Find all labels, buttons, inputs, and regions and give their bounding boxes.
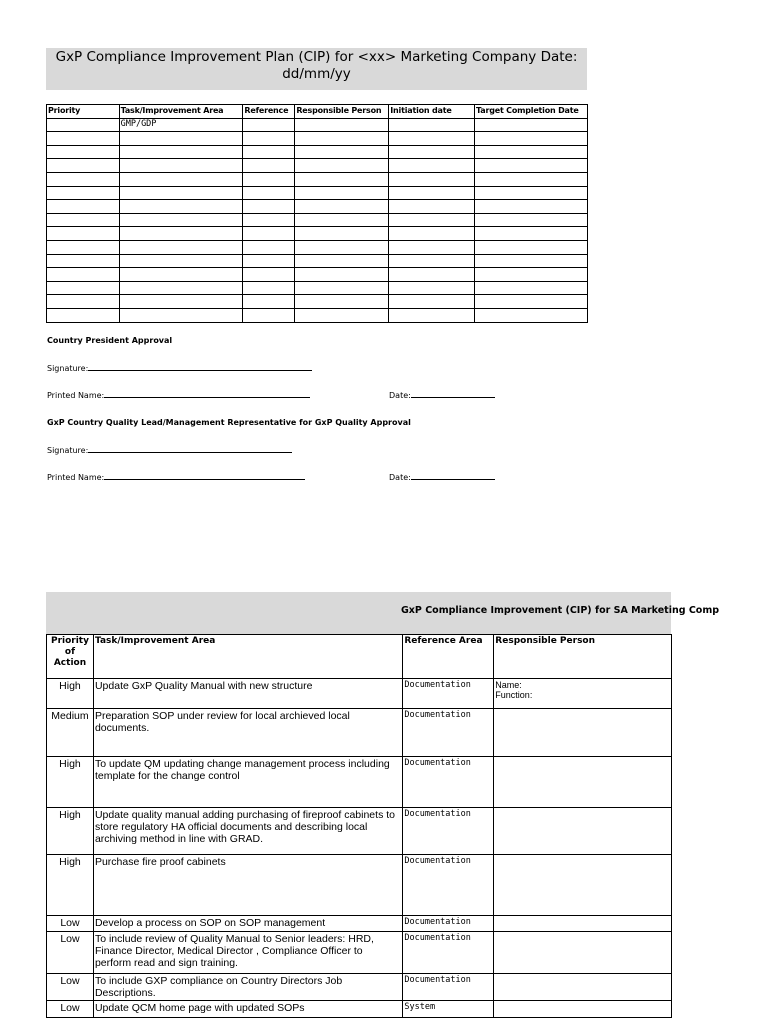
plan-header-cell: Task/Improvement Area	[119, 105, 243, 119]
plan-cell[interactable]	[243, 308, 295, 322]
plan-cell[interactable]	[389, 145, 475, 159]
plan-cell[interactable]	[389, 308, 475, 322]
plan-cell[interactable]	[243, 254, 295, 268]
responsible-cell[interactable]	[494, 932, 672, 974]
plan-cell[interactable]	[475, 254, 588, 268]
plan-cell[interactable]	[119, 213, 243, 227]
responsible-cell[interactable]: Name: Function:	[494, 679, 672, 709]
plan-row	[47, 308, 588, 322]
plan-table	[46, 104, 588, 323]
plan-cell[interactable]	[389, 281, 475, 295]
president-name-row	[47, 390, 310, 400]
reference-cell[interactable]: System	[403, 1001, 494, 1018]
title-line-1: GxP Compliance Improvement Plan (CIP) for <xx> Marketing Company Date:	[55, 49, 578, 65]
printed-name-label: Printed Name:	[47, 391, 105, 400]
plan-cell[interactable]	[389, 200, 475, 214]
priority-cell[interactable]: High	[47, 855, 94, 916]
task-cell[interactable]: To include GXP compliance on Country Directors Job Descriptions.	[93, 974, 402, 1001]
plan-cell[interactable]	[243, 200, 295, 214]
plan-cell[interactable]	[119, 308, 243, 322]
plan-cell[interactable]	[119, 240, 243, 254]
plan-cell[interactable]	[243, 281, 295, 295]
plan-cell[interactable]	[389, 268, 475, 282]
task-cell[interactable]: Develop a process on SOP on SOP management	[93, 916, 402, 932]
president-signature-row	[47, 363, 312, 373]
signature-line[interactable]	[88, 445, 292, 453]
action-row	[47, 808, 672, 855]
plan-cell[interactable]	[475, 172, 588, 186]
task-cell[interactable]: Update quality manual adding purchasing of fireproof cabinets to store regulatory HA official documents and describing local archiving method in line with GRAD.	[93, 808, 402, 855]
action-row	[47, 916, 672, 932]
plan-cell[interactable]	[47, 159, 120, 173]
actions-header-cell: Responsible Person	[494, 635, 672, 679]
plan-header-row	[47, 105, 588, 119]
action-row	[47, 974, 672, 1001]
plan-cell[interactable]	[475, 281, 588, 295]
plan-cell[interactable]	[47, 132, 120, 146]
quality-signature-row	[47, 445, 292, 455]
plan-cell[interactable]	[295, 159, 389, 173]
plan-cell[interactable]	[295, 200, 389, 214]
printed-name-label: Printed Name:	[47, 473, 105, 482]
responsible-cell[interactable]	[494, 916, 672, 932]
plan-cell[interactable]	[47, 186, 120, 200]
plan-cell[interactable]	[295, 281, 389, 295]
plan-cell[interactable]	[47, 254, 120, 268]
plan-header-cell: Initiation date	[389, 105, 475, 119]
actions-header-cell: Task/Improvement Area	[93, 635, 402, 679]
plan-cell[interactable]	[475, 145, 588, 159]
plan-cell[interactable]	[295, 213, 389, 227]
priority-cell[interactable]: Low	[47, 974, 94, 1001]
plan-cell[interactable]	[47, 281, 120, 295]
plan-row	[47, 268, 588, 282]
plan-cell[interactable]	[295, 118, 389, 132]
plan-cell[interactable]	[389, 295, 475, 309]
plan-cell[interactable]	[47, 200, 120, 214]
date-line[interactable]	[411, 472, 495, 480]
date-label: Date:	[389, 473, 411, 482]
plan-cell[interactable]	[475, 213, 588, 227]
responsible-cell[interactable]	[494, 974, 672, 1001]
plan-header-cell: Priority	[47, 105, 120, 119]
date-line[interactable]	[411, 390, 495, 398]
plan-cell[interactable]	[295, 295, 389, 309]
president-date-row	[389, 390, 495, 400]
plan-cell[interactable]	[243, 295, 295, 309]
reference-cell[interactable]: Documentation	[403, 932, 494, 974]
signature-line[interactable]	[88, 363, 312, 371]
plan-row	[47, 254, 588, 268]
signature-label: Signature:	[47, 446, 89, 455]
action-row	[47, 757, 672, 808]
plan-cell[interactable]	[243, 227, 295, 241]
plan-cell[interactable]	[475, 186, 588, 200]
reference-cell[interactable]: Documentation	[403, 709, 494, 757]
actions-header-cell: Reference Area	[403, 635, 494, 679]
reference-cell[interactable]: Documentation	[403, 679, 494, 709]
plan-cell[interactable]	[475, 159, 588, 173]
plan-row	[47, 132, 588, 146]
plan-cell[interactable]	[119, 254, 243, 268]
responsible-cell[interactable]	[494, 1001, 672, 1018]
plan-cell[interactable]	[389, 254, 475, 268]
plan-cell[interactable]	[243, 240, 295, 254]
plan-cell[interactable]	[243, 172, 295, 186]
signature-label: Signature:	[47, 364, 89, 373]
priority-cell[interactable]: Medium	[47, 709, 94, 757]
plan-cell[interactable]	[119, 295, 243, 309]
task-cell[interactable]: To include review of Quality Manual to Senior leaders: HRD, Finance Director, Medical Director , Compliance Officer to perform read and sign training.	[93, 932, 402, 974]
task-cell[interactable]: Update QCM home page with updated SOPs	[93, 1001, 402, 1018]
priority-cell[interactable]: Low	[47, 916, 94, 932]
plan-cell[interactable]	[119, 145, 243, 159]
plan-cell[interactable]	[389, 172, 475, 186]
reference-cell[interactable]: Documentation	[403, 855, 494, 916]
plan-row	[47, 172, 588, 186]
plan-cell[interactable]	[389, 186, 475, 200]
president-approval-heading: Country President Approval	[47, 336, 173, 345]
document-title	[46, 48, 587, 90]
action-row	[47, 679, 672, 709]
plan-cell[interactable]	[119, 227, 243, 241]
plan-cell[interactable]	[243, 132, 295, 146]
plan-cell[interactable]	[47, 240, 120, 254]
plan-row	[47, 281, 588, 295]
plan-cell[interactable]	[295, 227, 389, 241]
plan-cell[interactable]	[119, 268, 243, 282]
quality-date-row	[389, 472, 495, 482]
action-row	[47, 855, 672, 916]
plan-cell[interactable]	[475, 132, 588, 146]
reference-cell[interactable]: Documentation	[403, 808, 494, 855]
plan-header-cell: Responsible Person	[295, 105, 389, 119]
section2-title-band	[46, 592, 720, 634]
action-row	[47, 1001, 672, 1018]
actions-header-row	[47, 635, 672, 679]
plan-row	[47, 240, 588, 254]
plan-cell[interactable]	[475, 240, 588, 254]
task-cell[interactable]: Purchase fire proof cabinets	[93, 855, 402, 916]
plan-cell[interactable]	[295, 145, 389, 159]
date-label: Date:	[389, 391, 411, 400]
plan-cell[interactable]	[47, 308, 120, 322]
plan-cell[interactable]	[47, 227, 120, 241]
plan-cell[interactable]	[389, 118, 475, 132]
plan-cell[interactable]	[119, 281, 243, 295]
plan-cell[interactable]	[475, 295, 588, 309]
quality-approval-heading: GxP Country Quality Lead/Management Representative for GxP Quality Approval	[47, 418, 411, 427]
actions-header-cell: Priority of Action	[47, 635, 94, 679]
printed-name-line[interactable]	[104, 472, 305, 480]
plan-row	[47, 186, 588, 200]
actions-table	[46, 634, 672, 1018]
plan-cell[interactable]	[243, 268, 295, 282]
plan-cell[interactable]	[389, 159, 475, 173]
plan-cell[interactable]	[243, 186, 295, 200]
plan-cell[interactable]	[389, 213, 475, 227]
plan-cell[interactable]	[119, 200, 243, 214]
section2-title: GxP Compliance Improvement (CIP) for SA Marketing Comp	[401, 605, 720, 616]
plan-cell[interactable]	[295, 132, 389, 146]
plan-cell[interactable]: GMP/GDP	[119, 118, 243, 132]
responsible-cell[interactable]	[494, 855, 672, 916]
priority-cell[interactable]: Low	[47, 1001, 94, 1018]
priority-cell[interactable]: Low	[47, 932, 94, 974]
reference-cell[interactable]: Documentation	[403, 916, 494, 932]
quality-name-row	[47, 472, 305, 482]
plan-cell[interactable]	[475, 227, 588, 241]
plan-cell[interactable]	[119, 172, 243, 186]
plan-row	[47, 118, 588, 132]
task-cell[interactable]: Preparation SOP under review for local archieved local documents.	[93, 709, 402, 757]
plan-row	[47, 213, 588, 227]
printed-name-line[interactable]	[104, 390, 310, 398]
task-cell[interactable]: Update GxP Quality Manual with new structure	[93, 679, 402, 709]
plan-cell[interactable]	[243, 118, 295, 132]
priority-cell[interactable]: High	[47, 679, 94, 709]
plan-cell[interactable]	[243, 213, 295, 227]
plan-cell[interactable]	[295, 186, 389, 200]
plan-cell[interactable]	[295, 172, 389, 186]
responsible-cell[interactable]	[494, 808, 672, 855]
plan-row	[47, 295, 588, 309]
reference-cell[interactable]: Documentation	[403, 757, 494, 808]
action-row	[47, 932, 672, 974]
plan-cell[interactable]	[119, 132, 243, 146]
plan-row	[47, 227, 588, 241]
title-line-2: dd/mm/yy	[282, 66, 351, 82]
plan-cell[interactable]	[475, 268, 588, 282]
plan-row	[47, 159, 588, 173]
plan-cell[interactable]	[47, 145, 120, 159]
plan-row	[47, 145, 588, 159]
plan-row	[47, 200, 588, 214]
plan-cell[interactable]	[47, 213, 120, 227]
plan-cell[interactable]	[295, 308, 389, 322]
priority-cell[interactable]: High	[47, 808, 94, 855]
priority-cell[interactable]: High	[47, 757, 94, 808]
plan-cell[interactable]	[475, 118, 588, 132]
plan-cell[interactable]	[295, 268, 389, 282]
plan-cell[interactable]	[47, 172, 120, 186]
plan-cell[interactable]	[389, 227, 475, 241]
action-row	[47, 709, 672, 757]
plan-cell[interactable]	[389, 132, 475, 146]
plan-cell[interactable]	[47, 268, 120, 282]
plan-cell[interactable]	[389, 240, 475, 254]
plan-cell[interactable]	[119, 159, 243, 173]
plan-header-cell: Target Completion Date	[475, 105, 588, 119]
plan-cell[interactable]	[475, 308, 588, 322]
plan-cell[interactable]	[47, 118, 120, 132]
plan-cell[interactable]	[47, 295, 120, 309]
plan-cell[interactable]	[295, 240, 389, 254]
plan-cell[interactable]	[475, 200, 588, 214]
plan-cell[interactable]	[119, 186, 243, 200]
task-cell[interactable]: To update QM updating change management process including template for the change control	[93, 757, 402, 808]
plan-cell[interactable]	[295, 254, 389, 268]
plan-header-cell: Reference	[243, 105, 295, 119]
responsible-cell[interactable]	[494, 757, 672, 808]
plan-cell[interactable]	[243, 159, 295, 173]
reference-cell[interactable]: Documentation	[403, 974, 494, 1001]
responsible-cell[interactable]	[494, 709, 672, 757]
plan-cell[interactable]	[243, 145, 295, 159]
